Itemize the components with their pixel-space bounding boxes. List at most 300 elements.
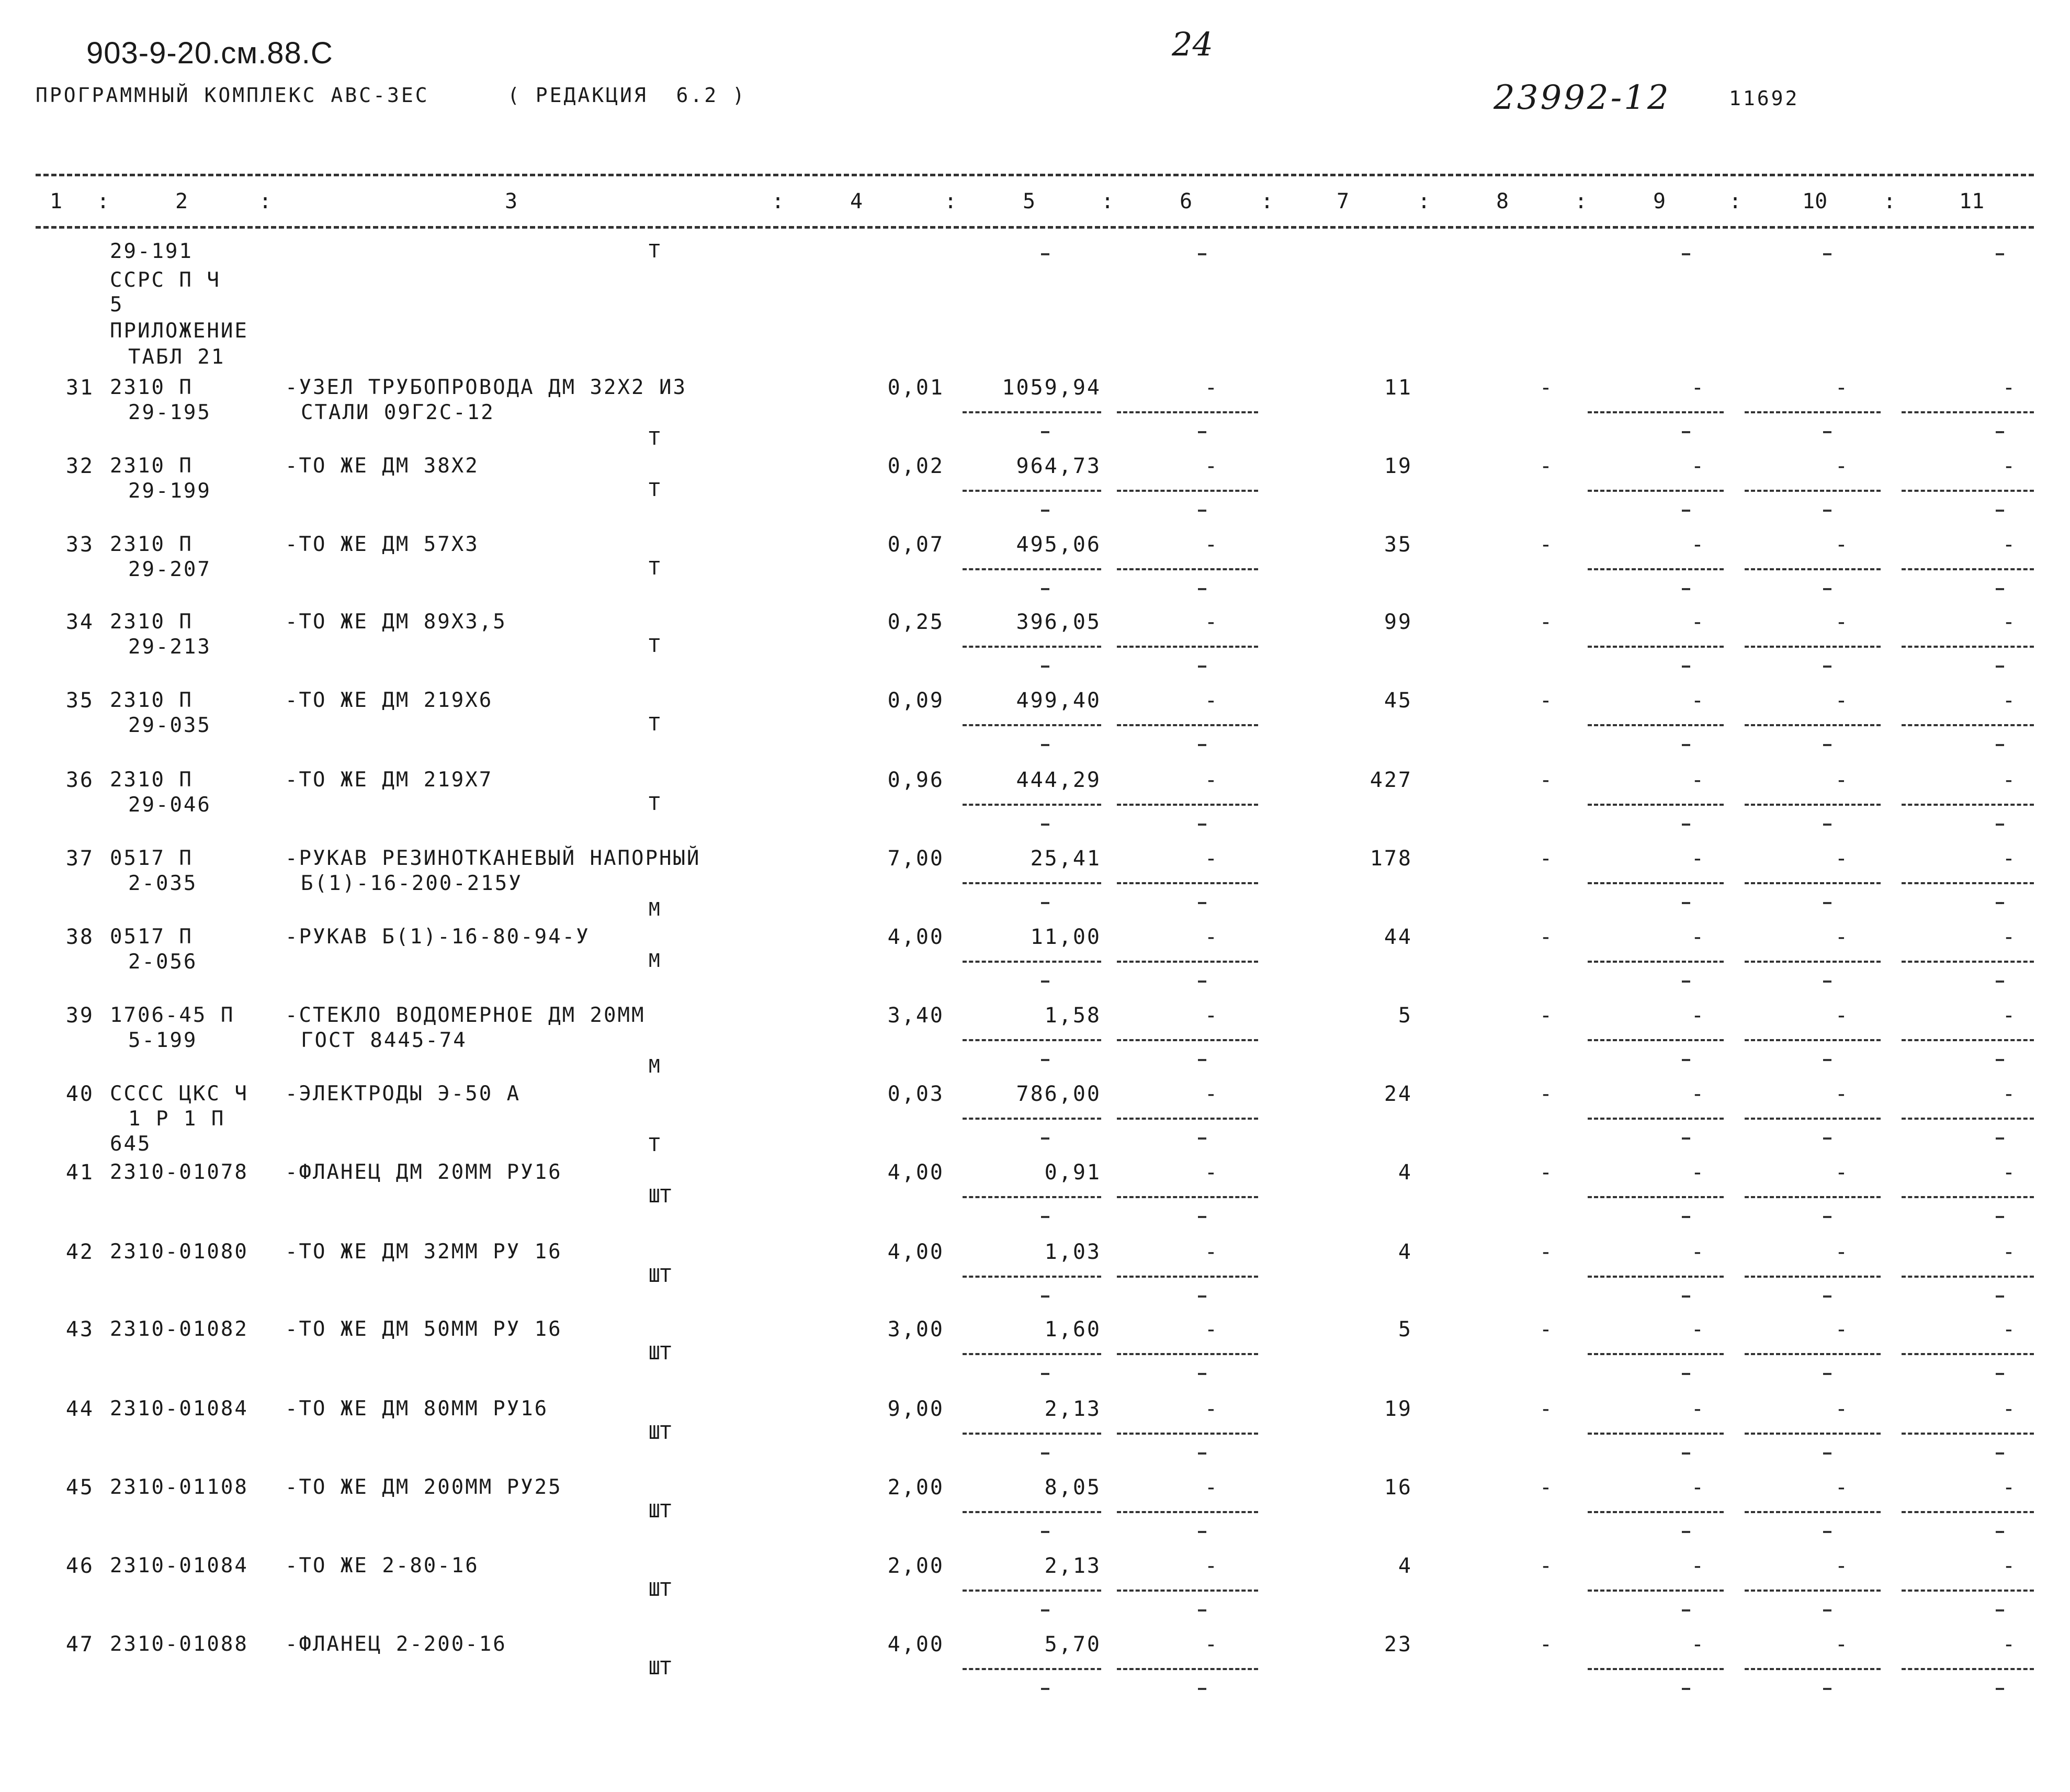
col9-cell: -	[1691, 1160, 1705, 1185]
col11-cell: -	[2002, 689, 2017, 713]
col10-cell: -	[1835, 1632, 1849, 1656]
col-header-11: 11	[1959, 189, 1985, 213]
dash-mark	[1996, 744, 2004, 746]
code-cell: 0517 П	[110, 847, 193, 870]
dash-mark	[1996, 980, 2004, 983]
price-cell: 1,58	[1044, 1004, 1101, 1028]
price-cell: 0,91	[1044, 1160, 1101, 1185]
dash-mark	[1996, 1609, 2004, 1611]
col-header-10: 10	[1802, 189, 1828, 213]
table-header-rule	[36, 226, 2034, 229]
col8-cell: -	[1539, 1475, 1554, 1500]
subtotal-rule	[1745, 882, 1881, 884]
code-cell-line2: 29-046	[128, 793, 211, 817]
dash-mark	[1823, 666, 1831, 668]
col-separator: :	[1729, 189, 1742, 213]
col9-cell: -	[1691, 1317, 1705, 1342]
col10-cell: -	[1835, 1554, 1849, 1578]
total-cell: 99	[1384, 610, 1412, 634]
description-cell: -ТО ЖЕ ДМ 38Х2	[285, 454, 479, 478]
subtotal-rule	[1745, 1276, 1881, 1278]
code-cell-line2: 29-035	[128, 714, 211, 737]
dash-mark	[1682, 666, 1690, 668]
dash-mark	[1682, 1688, 1690, 1690]
quantity-cell: 4,00	[887, 1160, 944, 1185]
col11-cell: -	[2002, 533, 2017, 557]
subtotal-rule	[963, 1511, 1101, 1513]
dash-mark	[1041, 1295, 1049, 1298]
subtotal-rule	[1117, 1276, 1258, 1278]
col8-cell: -	[1539, 925, 1554, 949]
dash-mark	[1682, 431, 1690, 433]
unit-label: Т	[649, 241, 660, 262]
dash-mark	[1198, 1609, 1206, 1611]
row-number: 35	[65, 689, 94, 713]
col10-cell: -	[1835, 610, 1849, 634]
total-cell: 178	[1370, 847, 1412, 871]
subtotal-rule	[1902, 1511, 2034, 1513]
dash-mark	[1198, 510, 1206, 512]
subtotal-rule	[1745, 1196, 1881, 1198]
subtotal-rule	[1902, 1590, 2034, 1592]
subtotal-rule	[1117, 1039, 1258, 1041]
subtotal-rule	[1902, 1433, 2034, 1435]
subtotal-rule	[1745, 1039, 1881, 1041]
code-cell: 2310 П	[110, 610, 193, 634]
subtotal-rule	[1745, 1353, 1881, 1355]
subtotal-rule	[1117, 1118, 1258, 1120]
subtotal-rule	[1745, 1511, 1881, 1513]
col6-cell: -	[1204, 1632, 1219, 1656]
col11-cell: -	[2002, 1004, 2017, 1028]
handwritten-number: 23992-12	[1494, 78, 1671, 117]
col-separator: :	[259, 189, 272, 213]
dash-mark	[1682, 253, 1690, 255]
unit-label: Т	[649, 558, 660, 579]
price-cell: 11,00	[1030, 925, 1101, 949]
description-cell: -ТО ЖЕ ДМ 57Х3	[285, 533, 479, 556]
total-cell: 16	[1384, 1475, 1412, 1500]
quantity-cell: 9,00	[887, 1397, 944, 1421]
col-header-6: 6	[1180, 189, 1193, 213]
col11-cell: -	[2002, 1160, 2017, 1185]
price-cell: 2,13	[1044, 1397, 1101, 1421]
unit-label: М	[649, 1056, 660, 1077]
code-cell-line2: 1 Р 1 П	[128, 1107, 225, 1131]
col8-cell: -	[1539, 689, 1554, 713]
col-header-1: 1	[50, 189, 63, 213]
code-cell-line2: 2-056	[128, 950, 198, 974]
col9-cell: -	[1691, 1554, 1705, 1578]
dash-mark	[1682, 1137, 1690, 1140]
subtotal-rule	[963, 804, 1101, 806]
description-cell-line2: СТАЛИ 09Г2С-12	[301, 401, 495, 424]
dash-mark	[1198, 744, 1206, 746]
dash-mark	[1823, 510, 1831, 512]
col8-cell: -	[1539, 1082, 1554, 1106]
dash-mark	[1823, 431, 1831, 433]
subtotal-rule	[1902, 411, 2034, 413]
col10-cell: -	[1835, 1397, 1849, 1421]
subtotal-rule	[963, 724, 1101, 726]
total-cell: 4	[1398, 1160, 1412, 1185]
dash-mark	[1198, 431, 1206, 433]
total-cell: 427	[1370, 768, 1412, 792]
col9-cell: -	[1691, 1240, 1705, 1264]
subtotal-rule	[1588, 1590, 1724, 1592]
col11-cell: -	[2002, 1475, 2017, 1500]
total-cell: 19	[1384, 454, 1412, 478]
col11-cell: -	[2002, 847, 2017, 871]
code-cell: 2310-01084	[110, 1554, 248, 1577]
price-cell: 786,00	[1016, 1082, 1101, 1106]
col11-cell: -	[2002, 1082, 2017, 1106]
col-header-3: 3	[505, 189, 518, 213]
col9-cell: -	[1691, 1397, 1705, 1421]
dash-mark	[1996, 431, 2004, 433]
subtotal-rule	[1902, 724, 2034, 726]
col9-cell: -	[1691, 610, 1705, 634]
dash-mark	[1823, 1137, 1831, 1140]
col10-cell: -	[1835, 1082, 1849, 1106]
dash-mark	[1198, 1531, 1206, 1533]
col10-cell: -	[1835, 1475, 1849, 1500]
total-cell: 5	[1398, 1004, 1412, 1028]
col8-cell: -	[1539, 1004, 1554, 1028]
col10-cell: -	[1835, 925, 1849, 949]
col6-cell: -	[1204, 1317, 1219, 1342]
dash-mark	[1682, 1295, 1690, 1298]
price-cell: 499,40	[1016, 689, 1101, 713]
code-line: ПРИЛОЖЕНИЕ	[110, 319, 248, 343]
row-number: 34	[65, 610, 94, 634]
total-cell: 11	[1384, 376, 1412, 400]
col9-cell: -	[1691, 454, 1705, 478]
subtotal-rule	[963, 1276, 1101, 1278]
col11-cell: -	[2002, 1240, 2017, 1264]
col8-cell: -	[1539, 376, 1554, 400]
dash-mark	[1996, 1373, 2004, 1375]
price-cell: 396,05	[1016, 610, 1101, 634]
dash-mark	[1996, 253, 2004, 255]
dash-mark	[1682, 980, 1690, 983]
subtotal-rule	[1117, 1353, 1258, 1355]
dash-mark	[1823, 1059, 1831, 1061]
unit-label: ШТ	[649, 1658, 672, 1679]
subtotal-rule	[1588, 961, 1724, 963]
subtotal-rule	[963, 1039, 1101, 1041]
dash-mark	[1682, 1609, 1690, 1611]
subtotal-rule	[963, 882, 1101, 884]
col8-cell: -	[1539, 847, 1554, 871]
dash-mark	[1198, 1452, 1206, 1455]
subtotal-rule	[1117, 804, 1258, 806]
col-separator: :	[1883, 189, 1896, 213]
subtotal-rule	[1588, 1668, 1724, 1670]
description-cell: -СТЕКЛО ВОДОМЕРНОЕ ДМ 20ММ	[285, 1004, 646, 1027]
price-cell: 495,06	[1016, 533, 1101, 557]
col-header-8: 8	[1496, 189, 1509, 213]
subtotal-rule	[963, 961, 1101, 963]
total-cell: 5	[1398, 1317, 1412, 1342]
subtotal-rule	[1745, 646, 1881, 648]
col8-cell: -	[1539, 1554, 1554, 1578]
dash-mark	[1823, 1609, 1831, 1611]
dash-mark	[1682, 588, 1690, 590]
total-cell: 23	[1384, 1632, 1412, 1656]
col10-cell: -	[1835, 847, 1849, 871]
col8-cell: -	[1539, 533, 1554, 557]
subtotal-rule	[1902, 1668, 2034, 1670]
dash-mark	[1041, 1609, 1049, 1611]
col11-cell: -	[2002, 454, 2017, 478]
col10-cell: -	[1835, 1160, 1849, 1185]
subtotal-rule	[1902, 646, 2034, 648]
subtotal-rule	[1588, 724, 1724, 726]
col8-cell: -	[1539, 1632, 1554, 1656]
subtotal-rule	[1117, 1668, 1258, 1670]
dash-mark	[1823, 1688, 1831, 1690]
code-cell: 2310 П	[110, 768, 193, 792]
dash-mark	[1682, 510, 1690, 512]
row-number: 32	[65, 454, 94, 478]
col9-cell: -	[1691, 533, 1705, 557]
price-cell: 964,73	[1016, 454, 1101, 478]
col11-cell: -	[2002, 925, 2017, 949]
subtotal-rule	[1902, 804, 2034, 806]
subtotal-rule	[963, 1590, 1101, 1592]
subtotal-rule	[1745, 724, 1881, 726]
subtotal-rule	[1117, 1590, 1258, 1592]
row-number: 44	[65, 1397, 94, 1421]
col10-cell: -	[1835, 1240, 1849, 1264]
col9-cell: -	[1691, 376, 1705, 400]
dash-mark	[1198, 824, 1206, 826]
code-cell-line3: 645	[110, 1132, 152, 1156]
dash-mark	[1198, 1373, 1206, 1375]
dash-mark	[1682, 1531, 1690, 1533]
unit-label: ШТ	[649, 1422, 672, 1444]
col8-cell: -	[1539, 1240, 1554, 1264]
dash-mark	[1823, 980, 1831, 983]
dash-mark	[1682, 1373, 1690, 1375]
col-header-9: 9	[1653, 189, 1666, 213]
col6-cell: -	[1204, 454, 1219, 478]
col6-cell: -	[1204, 376, 1219, 400]
subtotal-rule	[1588, 646, 1724, 648]
quantity-cell: 2,00	[887, 1475, 944, 1500]
quantity-cell: 3,40	[887, 1004, 944, 1028]
dash-mark	[1041, 980, 1049, 983]
subtotal-rule	[1745, 1118, 1881, 1120]
subtotal-rule	[963, 490, 1101, 492]
subtotal-rule	[963, 1433, 1101, 1435]
price-cell: 2,13	[1044, 1554, 1101, 1578]
subtotal-rule	[1117, 1196, 1258, 1198]
col11-cell: -	[2002, 610, 2017, 634]
quantity-cell: 4,00	[887, 925, 944, 949]
code-cell: 1706-45 П	[110, 1004, 235, 1027]
dash-mark	[1996, 1295, 2004, 1298]
col9-cell: -	[1691, 1082, 1705, 1106]
subtotal-rule	[1745, 490, 1881, 492]
col-separator: :	[944, 189, 957, 213]
subtotal-rule	[1745, 804, 1881, 806]
description-cell: -УЗЕЛ ТРУБОПРОВОДА ДМ 32Х2 ИЗ	[285, 376, 687, 399]
col10-cell: -	[1835, 376, 1849, 400]
col6-cell: -	[1204, 1397, 1219, 1421]
subtotal-rule	[1588, 490, 1724, 492]
subtotal-rule	[1117, 490, 1258, 492]
subtotal-rule	[1902, 1039, 2034, 1041]
col11-cell: -	[2002, 1317, 2017, 1342]
quantity-cell: 0,25	[887, 610, 944, 634]
subtotal-rule	[1902, 1118, 2034, 1120]
subtotal-rule	[1588, 568, 1724, 570]
dash-mark	[1682, 1216, 1690, 1218]
subtotal-rule	[1902, 1276, 2034, 1278]
dash-mark	[1198, 902, 1206, 904]
col9-cell: -	[1691, 1475, 1705, 1500]
code-cell: 2310-01082	[110, 1317, 248, 1341]
total-cell: 44	[1384, 925, 1412, 949]
dash-mark	[1198, 1295, 1206, 1298]
col6-cell: -	[1204, 1240, 1219, 1264]
col6-cell: -	[1204, 1160, 1219, 1185]
dash-mark	[1041, 1059, 1049, 1061]
quantity-cell: 0,07	[887, 533, 944, 557]
dash-mark	[1198, 980, 1206, 983]
quantity-cell: 4,00	[887, 1240, 944, 1264]
dash-mark	[1041, 824, 1049, 826]
row-number: 41	[65, 1160, 94, 1185]
dash-mark	[1996, 1452, 2004, 1455]
unit-label: Т	[649, 635, 660, 657]
col6-cell: -	[1204, 1004, 1219, 1028]
description-cell: -РУКАВ Б(1)-16-80-94-У	[285, 925, 590, 949]
col8-cell: -	[1539, 610, 1554, 634]
dash-mark	[1041, 744, 1049, 746]
price-cell: 1059,94	[1002, 376, 1101, 400]
dash-mark	[1823, 744, 1831, 746]
unit-label: Т	[649, 714, 660, 735]
row-number: 43	[65, 1317, 94, 1342]
price-cell: 1,03	[1044, 1240, 1101, 1264]
code-cell-line2: 29-207	[128, 558, 211, 581]
dash-mark	[1682, 902, 1690, 904]
dash-mark	[1823, 902, 1831, 904]
col10-cell: -	[1835, 1004, 1849, 1028]
code-cell: 2310-01108	[110, 1475, 248, 1499]
code-line: 5	[110, 293, 124, 317]
dash-mark	[1041, 431, 1049, 433]
subtotal-rule	[1117, 646, 1258, 648]
col9-cell: -	[1691, 768, 1705, 792]
subtotal-rule	[1117, 724, 1258, 726]
quantity-cell: 3,00	[887, 1317, 944, 1342]
description-cell: -ТО ЖЕ ДМ 80ММ РУ16	[285, 1397, 549, 1421]
row-number: 42	[65, 1240, 94, 1264]
subtotal-rule	[963, 1353, 1101, 1355]
description-cell: -РУКАВ РЕЗИНОТКАНЕВЫЙ НАПОРНЫЙ	[285, 847, 701, 870]
col-header-7: 7	[1337, 189, 1350, 213]
unit-label: ШТ	[649, 1579, 672, 1601]
subtotal-rule	[1902, 568, 2034, 570]
code-line: 29-191	[110, 240, 193, 263]
subtotal-rule	[1117, 568, 1258, 570]
program-title: ПРОГРАММНЫЙ КОМПЛЕКС АВС-3ЕС	[36, 84, 429, 107]
subtotal-rule	[1117, 882, 1258, 884]
unit-label: Т	[649, 1134, 660, 1156]
col9-cell: -	[1691, 925, 1705, 949]
col6-cell: -	[1204, 925, 1219, 949]
col10-cell: -	[1835, 768, 1849, 792]
quantity-cell: 0,09	[887, 689, 944, 713]
col-separator: :	[97, 189, 110, 213]
subtotal-rule	[1588, 1353, 1724, 1355]
unit-label: М	[649, 950, 660, 972]
dash-mark	[1041, 1373, 1049, 1375]
unit-label: ШТ	[649, 1501, 672, 1522]
row-number: 40	[65, 1082, 94, 1106]
dash-mark	[1198, 253, 1206, 255]
unit-label: Т	[649, 428, 660, 449]
subtotal-rule	[1117, 1511, 1258, 1513]
dash-mark	[1823, 1295, 1831, 1298]
code-cell: 2310-01088	[110, 1632, 248, 1656]
code-line: ТАБЛ 21	[128, 345, 225, 369]
dash-mark	[1041, 253, 1049, 255]
code-cell: 2310 П	[110, 454, 193, 478]
dash-mark	[1041, 902, 1049, 904]
description-cell: -ЭЛЕКТРОДЫ Э-50 А	[285, 1082, 521, 1106]
col6-cell: -	[1204, 1082, 1219, 1106]
dash-mark	[1041, 666, 1049, 668]
subtotal-rule	[1745, 961, 1881, 963]
price-cell: 8,05	[1044, 1475, 1101, 1500]
row-number: 46	[65, 1554, 94, 1578]
col10-cell: -	[1835, 689, 1849, 713]
col10-cell: -	[1835, 1317, 1849, 1342]
dash-mark	[1996, 1216, 2004, 1218]
subtotal-rule	[1117, 1433, 1258, 1435]
dash-mark	[1823, 253, 1831, 255]
col8-cell: -	[1539, 454, 1554, 478]
col8-cell: -	[1539, 1397, 1554, 1421]
subtotal-rule	[1588, 1039, 1724, 1041]
description-cell: -ФЛАНЕЦ ДМ 20ММ РУ16	[285, 1160, 562, 1184]
project-code: 903-9-20.см.88.С	[86, 36, 333, 70]
unit-label: М	[649, 899, 660, 920]
code-cell-line2: 29-199	[128, 479, 211, 503]
subtotal-rule	[963, 568, 1101, 570]
subtotal-rule	[1588, 1433, 1724, 1435]
col6-cell: -	[1204, 533, 1219, 557]
dash-mark	[1041, 588, 1049, 590]
total-cell: 4	[1398, 1240, 1412, 1264]
code-cell: 2310-01078	[110, 1160, 248, 1184]
subtotal-rule	[1117, 411, 1258, 413]
subtotal-rule	[1588, 1196, 1724, 1198]
unit-label: Т	[649, 793, 660, 815]
col-separator: :	[1418, 189, 1431, 213]
description-cell: -ТО ЖЕ ДМ 50ММ РУ 16	[285, 1317, 562, 1341]
description-cell: -ТО ЖЕ ДМ 219Х7	[285, 768, 493, 792]
total-cell: 4	[1398, 1554, 1412, 1578]
col10-cell: -	[1835, 454, 1849, 478]
subtotal-rule	[963, 1196, 1101, 1198]
subtotal-rule	[963, 411, 1101, 413]
